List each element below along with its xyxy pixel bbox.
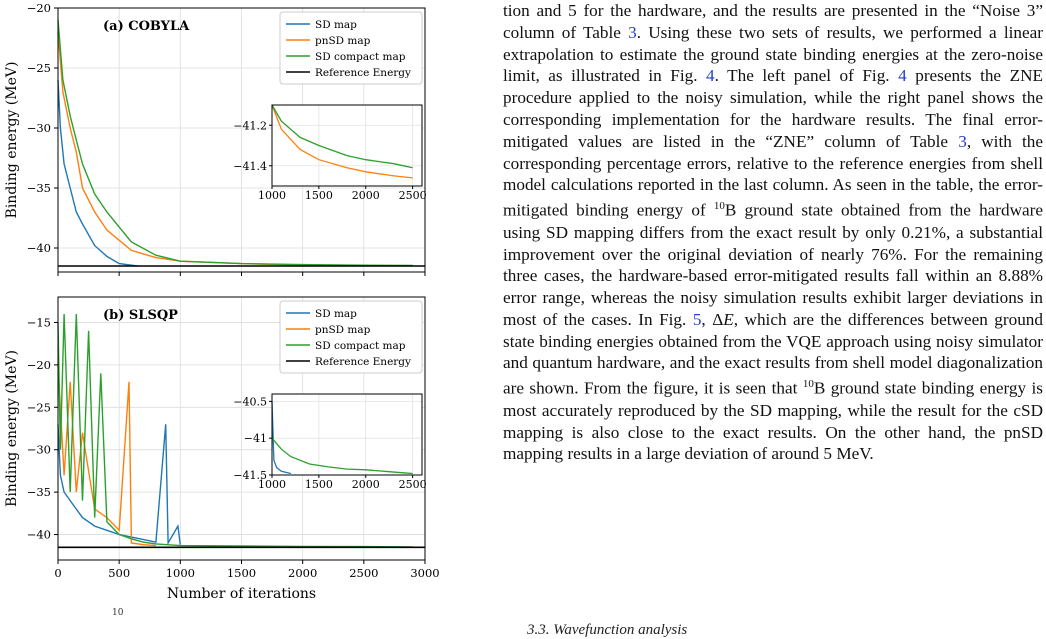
y-tick-label: −40 [26, 527, 51, 542]
inset-x-tick-label: 1000 [258, 189, 286, 202]
figure-svg [0, 0, 500, 635]
math-symbol: E [723, 309, 734, 329]
legend-entry: Reference Energy [315, 67, 411, 79]
x-axis-label: Number of iterations [166, 586, 317, 602]
x-tick-label: 0 [54, 566, 62, 580]
x-tick-label: 2500 [349, 566, 379, 580]
x-tick-label: 3000 [410, 566, 440, 580]
text-run: , with the corresponding percentage errors, relative to the reference energies from shell model calculations reported in the last column. As seen in the table, the error-mitigated binding energy of [503, 131, 1043, 220]
y-axis-label: Binding energy (MeV) [4, 61, 20, 219]
isotope-superscript: 10 [802, 378, 814, 391]
legend-entry: pnSD map [315, 324, 371, 336]
x-tick-label: 2000 [288, 566, 318, 580]
text-run: . The left panel of Fig. [714, 66, 899, 86]
text-run: B ground state binding energy is most accurately reproduced by the SD mapping, while the result for the cSD mapping is also close to the exact results. On the other hand, the pnSD mapping results in a large deviation of around 5 MeV. [503, 379, 1043, 464]
y-tick-label: −15 [26, 315, 51, 330]
inset-y-tick-label: −41.4 [233, 159, 267, 173]
inset-x-tick-label: 2500 [398, 478, 427, 491]
legend-entry: pnSD map [315, 35, 371, 47]
legend-entry: SD compact map [315, 51, 406, 63]
inset-x-tick-label: 1500 [304, 478, 333, 491]
figure-ref-link[interactable]: 3 [958, 131, 967, 151]
figure-ref-link[interactable]: 4 [898, 66, 907, 86]
panel-label: (b) SLSQP [103, 308, 178, 323]
y-tick-label: −35 [26, 181, 51, 195]
x-tick-label: 500 [108, 566, 131, 580]
x-tick-label: 1500 [226, 566, 257, 580]
inset-x-tick-label: 2500 [398, 189, 427, 202]
body-paragraph [503, 0, 1043, 465]
legend-entry: SD map [315, 19, 357, 31]
inset-bg [272, 394, 422, 475]
panel-a [54, 8, 425, 276]
y-tick-label: −25 [26, 400, 51, 415]
x-tick-label: 1000 [165, 566, 195, 580]
legend-entry: Reference Energy [315, 356, 411, 368]
y-axis-label: Binding energy (MeV) [4, 350, 20, 507]
legend-entry: SD map [315, 308, 357, 320]
legend-entry: SD compact map [315, 340, 406, 352]
figure-ref-link[interactable]: 3 [628, 22, 637, 42]
y-tick-label: −40 [26, 241, 51, 255]
paragraph-text [503, 0, 1043, 465]
text-run: . Using these two sets of results, we performed a linear extrapolation to estimate the ground state binding energies at the zero-noise limit, as illustrated in Fig. [503, 22, 1043, 86]
caption-fragment: 10 [112, 608, 124, 618]
y-tick-label: −35 [26, 485, 51, 500]
isotope-superscript: 10 [713, 200, 725, 213]
series-line-sd-map [58, 80, 138, 266]
inset-x-tick-label: 2000 [351, 189, 380, 202]
section-heading: 3.3. Wavefunction analysis [527, 622, 688, 638]
y-tick-label: −30 [26, 442, 51, 457]
inset-x-tick-label: 1000 [258, 478, 286, 491]
inset-y-tick-label: −41.2 [233, 119, 267, 133]
y-tick-label: −30 [26, 121, 51, 135]
text-run: , which are the differences between ground state binding energies obtained from the VQE approach using noisy simulator and quantum hardware, and the exact results from shell model diagonalization are shown. From the figure, it is seen that [503, 309, 1043, 399]
inset-x-tick-label: 2000 [351, 478, 380, 491]
text-run: presents the ZNE procedure applied to the noisy simulation, while the right panel shows the corresponding implementation for the hardware results. The final error-mitigated values are listed in the “ZNE” column of Table [503, 66, 1043, 151]
inset-y-tick-label: −40.5 [233, 395, 267, 409]
panel-b [54, 297, 425, 564]
text-run: , Δ [701, 309, 724, 329]
inset-y-tick-label: −41.5 [233, 469, 267, 482]
text-run: B ground state obtained from the hardware using SD mapping differs from the exact result by only 0.21%, a substantial improvement over the original deviation of nearly 76%. For the remaining three cases, the hardware-based error-mitigated results fall within an 8.88% error range, whereas the noisy simulation results exhibit larger deviations in most of the cases. In Fig. [503, 200, 1044, 329]
text-run: tion and 5 for the hardware, and the results are presented in the “Noise 3” column of Table [503, 1, 1043, 42]
y-tick-label: −20 [26, 357, 51, 372]
figure-ref-link[interactable]: 4 [706, 66, 715, 86]
y-tick-label: −20 [26, 1, 51, 15]
inset-bg [272, 105, 422, 186]
panel-label: (a) COBYLA [103, 19, 190, 34]
figure-ref-link[interactable]: 5 [692, 309, 702, 329]
inset-x-tick-label: 1500 [304, 189, 333, 202]
inset-y-tick-label: −41 [243, 432, 267, 446]
y-tick-label: −25 [26, 61, 51, 75]
